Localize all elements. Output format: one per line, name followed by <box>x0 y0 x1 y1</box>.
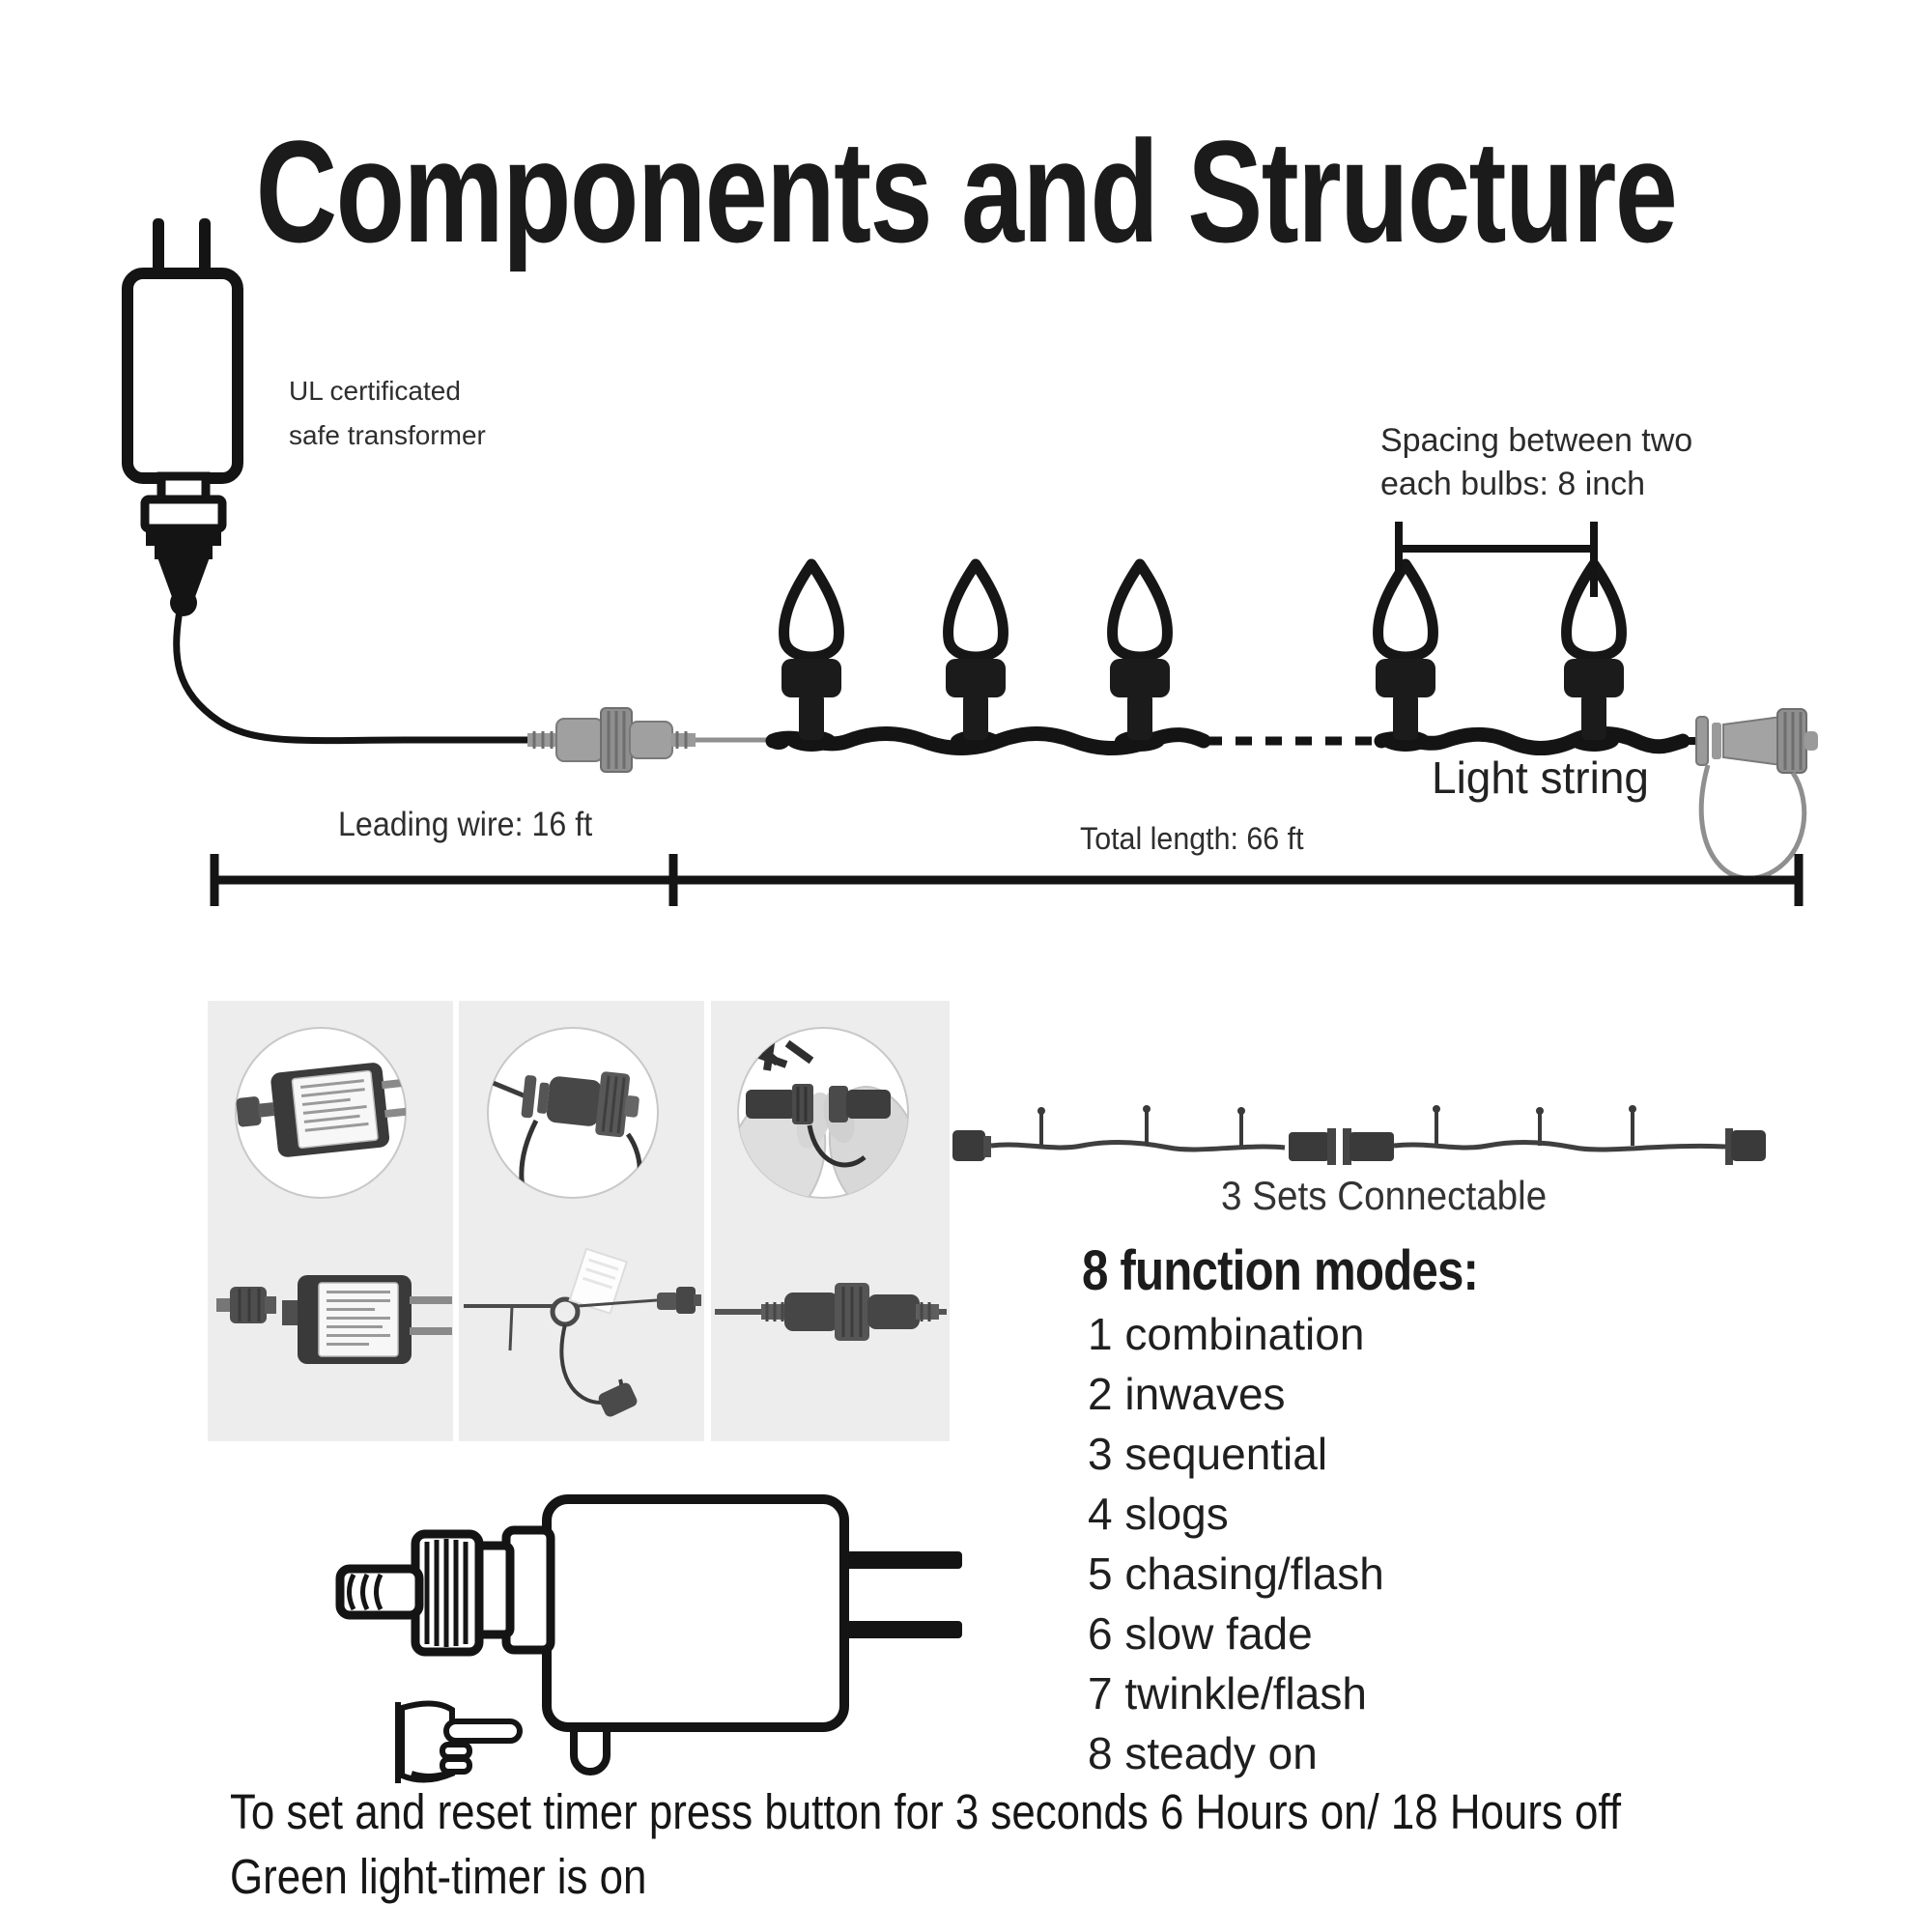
light-string-wire <box>773 734 1698 749</box>
transformer-label-line2: safe transformer <box>289 420 486 450</box>
photo-panel-endcap <box>459 1001 704 1441</box>
timer-instructions-line1: To set and reset timer press button for 3 seconds 6 Hours on/ 18 Hours off <box>230 1784 1622 1839</box>
transformer-label <box>289 369 486 458</box>
transformer-plug-icon <box>128 218 238 616</box>
dimension-line <box>214 854 1799 906</box>
mode-item-2: 2 inwaves <box>1088 1369 1286 1419</box>
photo-panel-connecting <box>711 1001 950 1441</box>
connectable-string-graphic <box>952 1105 1766 1165</box>
mode-item-6: 6 slow fade <box>1088 1608 1313 1659</box>
timer-instructions <box>230 1779 1621 1909</box>
mode-item-3: 3 sequential <box>1088 1429 1328 1479</box>
bulb-icon-4 <box>1376 564 1435 740</box>
light-string-label: Light string <box>1432 753 1650 803</box>
mode-item-4: 4 slogs <box>1088 1489 1229 1539</box>
end-cap-connector-icon <box>1696 709 1818 878</box>
mode-item-5: 5 chasing/flash <box>1088 1548 1384 1599</box>
total-length-label: Total length: 66 ft <box>1080 821 1304 856</box>
mode-item-8: 8 steady on <box>1088 1728 1318 1778</box>
sets-connectable-label: 3 Sets Connectable <box>1221 1173 1548 1218</box>
mode-item-1: 1 combination <box>1088 1309 1365 1359</box>
bulb-icon-1 <box>781 564 841 740</box>
lead-cord <box>177 611 529 741</box>
spacing-label-line2: each bulbs: 8 inch <box>1380 466 1646 502</box>
photo-panel-adapter <box>208 1001 453 1441</box>
page-title: Components and Structure <box>255 110 1677 272</box>
leading-wire-label: Leading wire: 16 ft <box>338 806 593 843</box>
function-modes-heading: 8 function modes: <box>1082 1239 1479 1302</box>
transformer-label-line1: UL certificated <box>289 376 461 406</box>
mode-item-7: 7 twinkle/flash <box>1088 1668 1367 1719</box>
bulb-icon-3 <box>1110 564 1170 740</box>
pointing-hand-icon <box>398 1702 520 1783</box>
bulb-icon-2 <box>946 564 1006 740</box>
function-modes-list <box>1088 1304 1384 1783</box>
timer-instructions-line2: Green light-timer is on <box>230 1849 647 1904</box>
inline-connector-icon <box>527 708 773 772</box>
spacing-label-line1: Spacing between two <box>1380 422 1693 459</box>
spacing-bracket <box>1399 522 1594 597</box>
spacing-label <box>1380 419 1692 506</box>
